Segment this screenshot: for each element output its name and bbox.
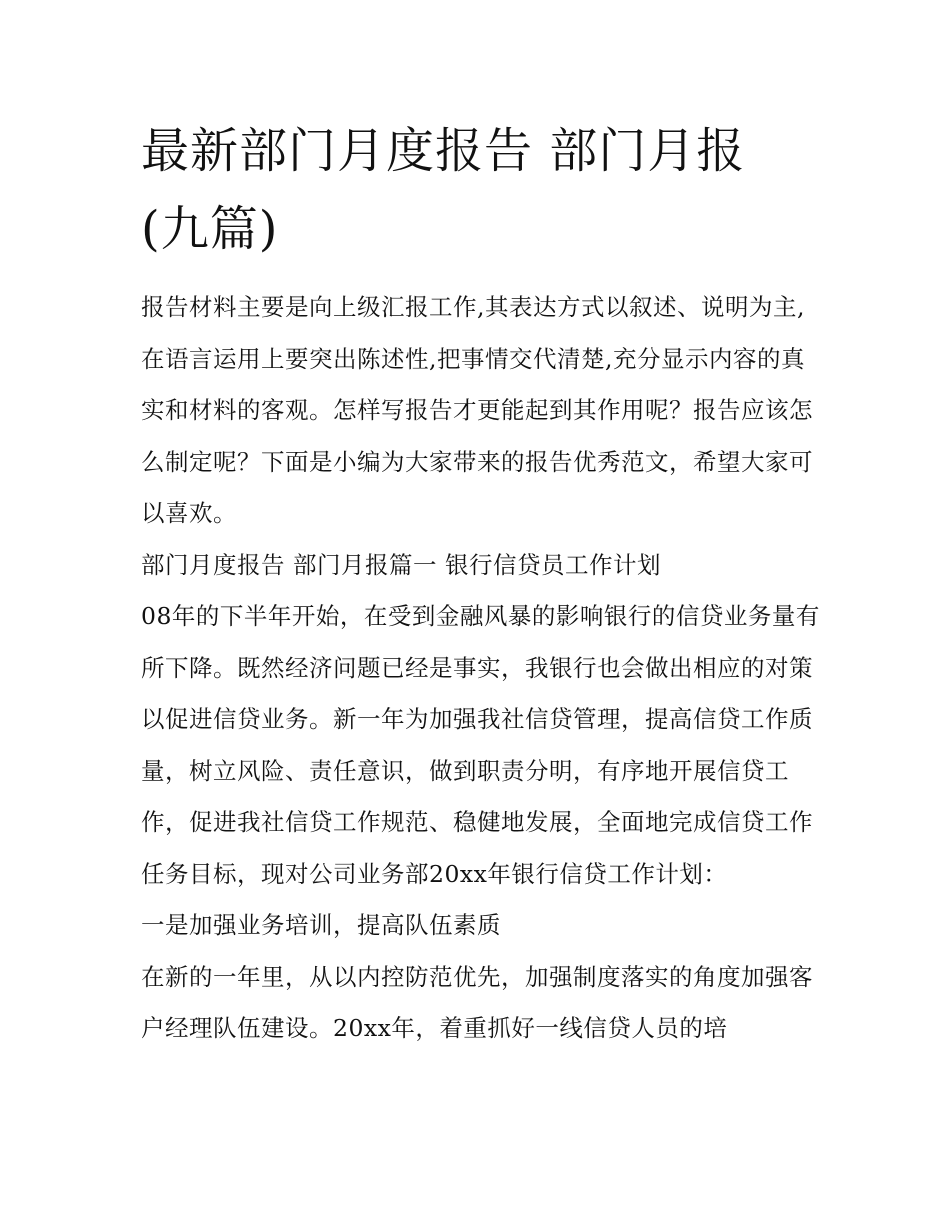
title-line-1: 最新部门月度报告 部门月报	[141, 123, 746, 179]
document-title	[141, 112, 821, 268]
intro-paragraph: 报告材料主要是向上级汇报工作,其表达方式以叙述、说明为主,在语言运用上要突出陈述性,把事情交代清楚,充分显示内容的真实和材料的客观。怎样写报告才更能起到其作用呢？报告应该怎么制定呢？下面是小编为大家带来的报告优秀范文，希望大家可以喜欢。	[141, 293, 813, 527]
title-line-2: (九篇)	[141, 201, 279, 257]
body-paragraph: 08年的下半年开始，在受到金融风暴的影响银行的信贷业务量有所下降。既然经济问题已经是事实，我银行也会做出相应的对策以促进信贷业务。新一年为加强我社信贷管理，提高信贷工作质量，树立风险、责任意识，做到职责分明，有序地开展信贷工作，促进我社信贷工作规范、稳健地发展，全面地完成信贷工作任务目标，现对公司业务部20xx年银行信贷工作计划：	[141, 602, 820, 888]
subsection-heading: 一是加强业务培训，提高队伍素质	[141, 911, 501, 939]
document-body	[141, 112, 821, 1055]
body-paragraph: 在新的一年里，从以内控防范优先，加强制度落实的角度加强客户经理队伍建设。20xx年，着重抓好一线信贷人员的培	[141, 962, 813, 1042]
section-heading: 部门月度报告 部门月报篇一 银行信贷员工作计划	[141, 550, 661, 579]
